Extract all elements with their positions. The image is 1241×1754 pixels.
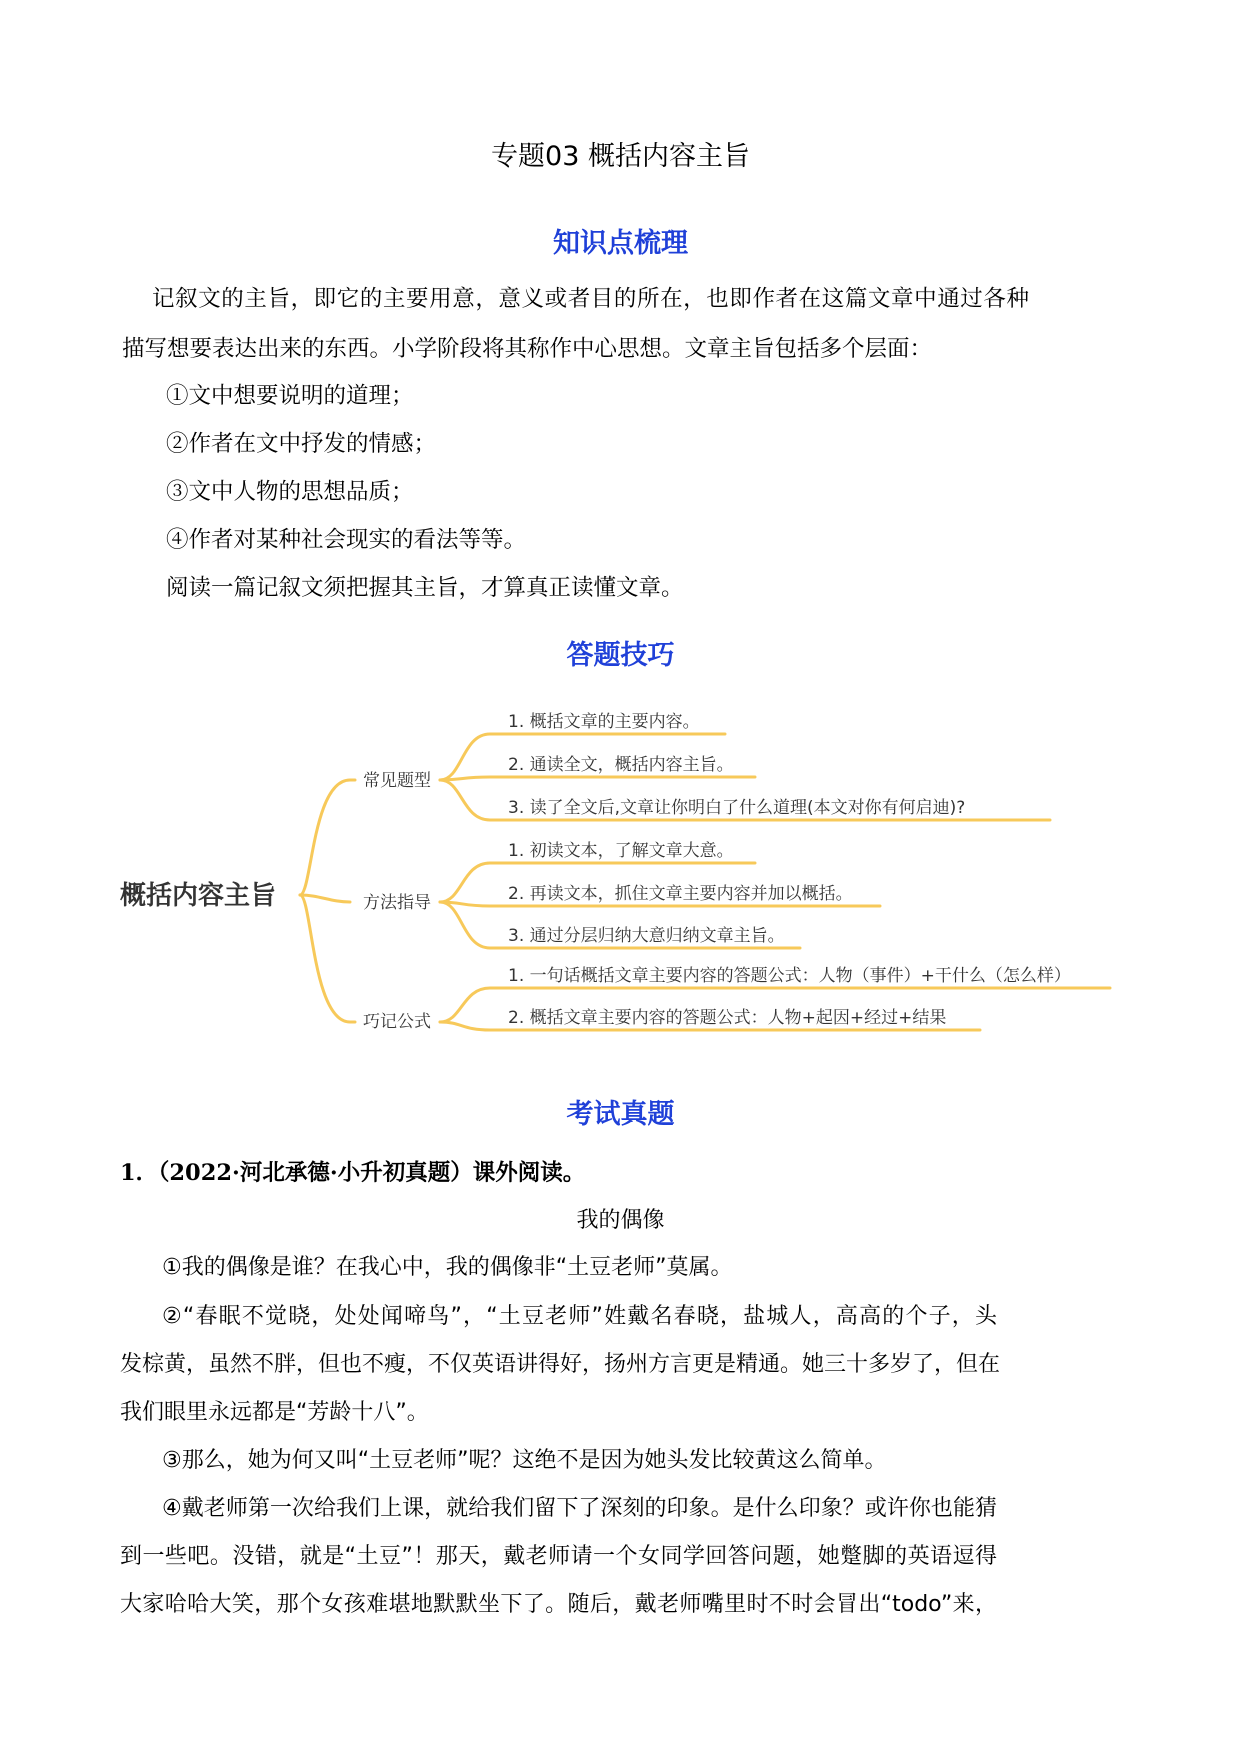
point-item: ②作者在文中抒发的情感； bbox=[166, 431, 437, 457]
intro-line-1: 记叙文的主旨，即它的主要用意，意义或者目的所在，也即作者在这篇文章中通过各种 bbox=[152, 286, 1029, 312]
mindmap-leaf: 3. 读了全文后,文章让你明白了什么道理(本文对你有何启迪)? bbox=[508, 798, 966, 818]
section-heading-skills: 答题技巧 bbox=[566, 640, 675, 671]
intro-line-2: 描写想要表达出来的东西。小学阶段将其称作中心思想。文章主旨包括多个层面： bbox=[122, 336, 933, 362]
mindmap-leaf: 1. 初读文本，了解文章大意。 bbox=[508, 841, 734, 861]
passage-line: ④戴老师第一次给我们上课，就给我们留下了深刻的印象。是什么印象？或许你也能猜 bbox=[162, 1496, 997, 1521]
mindmap-diagram bbox=[0, 690, 1241, 1050]
point-item: ①文中想要说明的道理； bbox=[166, 383, 414, 409]
passage-line: 发棕黄，虽然不胖，但也不瘦，不仅英语讲得好，扬州方言更是精通。她三十多岁了，但在 bbox=[120, 1352, 1001, 1377]
passage-line: 到一些吧。没错，就是“土豆”！那天，戴老师请一个女同学回答问题，她蹩脚的英语逗得 bbox=[120, 1544, 997, 1569]
mindmap-branch-label: 常见题型 bbox=[363, 771, 431, 791]
mindmap-leaf: 1. 概括文章的主要内容。 bbox=[508, 712, 700, 732]
mindmap-branch-label: 巧记公式 bbox=[363, 1012, 431, 1032]
mindmap-leaf: 3. 通过分层归纳大意归纳文章主旨。 bbox=[508, 926, 785, 946]
point-item: ③文中人物的思想品质； bbox=[166, 479, 414, 505]
passage-title: 我的偶像 bbox=[576, 1208, 665, 1233]
section-heading-knowledge: 知识点梳理 bbox=[553, 228, 688, 259]
passage-line: ②“春眠不觉晓，处处闻啼鸟”，“土豆老师”姓戴名春晓，盐城人，高高的个子，头 bbox=[162, 1304, 997, 1329]
page-title: 专题03 概括内容主旨 bbox=[491, 141, 750, 172]
mindmap-leaf: 2. 再读文本，抓住文章主要内容并加以概括。 bbox=[508, 884, 853, 904]
mindmap-leaf: 2. 概括文章主要内容的答题公式：人物+起因+经过+结果 bbox=[508, 1008, 947, 1028]
mindmap-leaf: 1. 一句话概括文章主要内容的答题公式：人物（事件）+干什么（怎么样） bbox=[508, 966, 1071, 986]
passage-line: ③那么，她为何又叫“土豆老师”呢？这绝不是因为她头发比较黄这么简单。 bbox=[162, 1448, 887, 1473]
mindmap-branch-label: 方法指导 bbox=[363, 893, 431, 913]
point-item: ④作者对某种社会现实的看法等等。 bbox=[166, 527, 527, 553]
passage-line: ①我的偶像是谁？在我心中，我的偶像非“土豆老师”莫属。 bbox=[162, 1255, 733, 1280]
section-heading-exam: 考试真题 bbox=[566, 1099, 675, 1130]
question-header: 1．（2022·河北承德·小升初真题）课外阅读。 bbox=[120, 1160, 586, 1186]
passage-line: 我们眼里永远都是“芳龄十八”。 bbox=[120, 1400, 429, 1425]
mindmap-leaf: 2. 通读全文，概括内容主旨。 bbox=[508, 755, 734, 775]
passage-line: 大家哈哈大笑，那个女孩难堪地默默坐下了。随后，戴老师嘴里时不时会冒出“todo”来， bbox=[120, 1592, 997, 1617]
closing-line: 阅读一篇记叙文须把握其主旨，才算真正读懂文章。 bbox=[166, 575, 684, 601]
mindmap-root: 概括内容主旨 bbox=[120, 881, 277, 911]
